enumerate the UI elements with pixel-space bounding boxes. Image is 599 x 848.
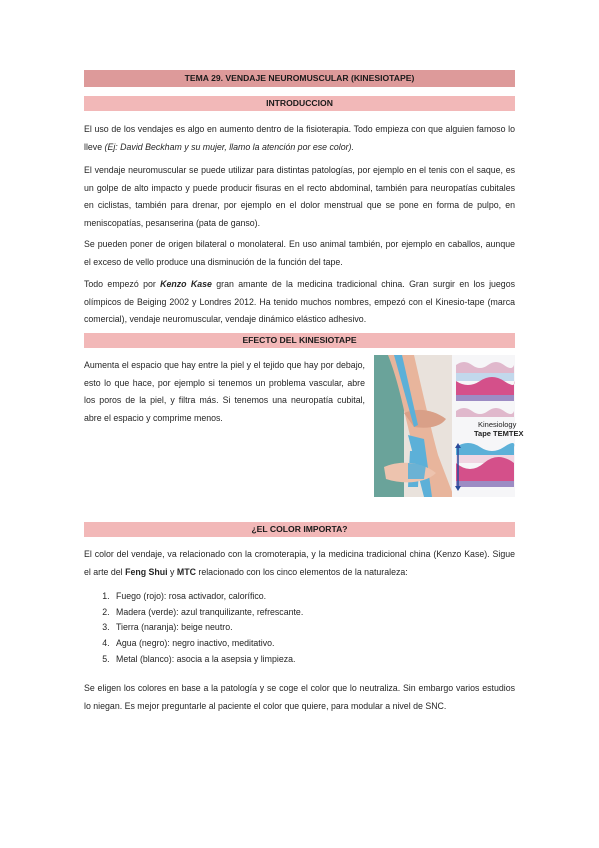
section-title-introduccion: INTRODUCCION: [84, 96, 515, 111]
list-item: 4. Agua (negro): negro inactivo, meditativo.: [112, 636, 512, 652]
color-paragraph-2: Se eligen los colores en base a la patología y se coge el color que lo neutraliza. Sin embargo varios estudios lo niegan. Es mejor preguntarle al paciente el color que quiere, para modular a nivel de SNC.: [84, 683, 515, 711]
intro-paragraph-3: Se pueden poner de origen bilateral o monolateral. En uso animal también, por ejemplo en caballos, aunque el exceso de vello produce una disminución de la función del tape.: [84, 239, 515, 267]
list-item: 5. Metal (blanco): asocia a la asepsia y limpieza.: [112, 652, 512, 668]
kinesiotape-figure: [374, 355, 524, 497]
list-item: 3. Tierra (naranja): beige neutro.: [112, 620, 512, 636]
intro-paragraph-1: El uso de los vendajes es algo en aumento dentro de la fisioterapia. Todo empieza con que alguien famoso lo lleve (Ej: David Beckham y su mujer, llamo la atención por ese color).: [84, 124, 515, 152]
page-title: TEMA 29. VENDAJE NEUROMUSCULAR (KINESIOTAPE): [84, 70, 515, 87]
intro-paragraph-4: Todo empezó por Kenzo Kase gran amante de la medicina tradicional china. Gran surgir en los juegos olímpicos de Beiging 2002 y Londres 2012. Ha tenido muchos nombres, empezó con el Kinesio-tape (marca comercial), vendaje neuromuscular, vendaje dinámico elástico adhesivo.: [84, 279, 515, 325]
intro-paragraph-2: El vendaje neuromuscular se puede utilizar para distintas patologías, por ejemplo en el tenis con el saque, es un golpe de alto impacto y puede producir fisuras en el recto abdominal, también para neuropatías cubitales en ciclistas, también para drenar, por ejemplo en el dolor menstrual que se pone en forma de pulpo, en meniscopatías, pesanserina (pata de ganso).: [84, 165, 515, 228]
list-item: 1. Fuego (rojo): rosa activador, calorífico.: [112, 589, 512, 605]
efecto-paragraph: Aumenta el espacio que hay entre la piel y el tejido que hay por debajo, esto lo que hace, por ejemplo si tenemos un problema vascular, abre los poros de la piel, y filtra más. Si tenemos una neuropatía cubital, abre el espacio y comprime menos.: [84, 360, 365, 423]
list-item: 2. Madera (verde): azul tranquilizante, refrescante.: [112, 605, 512, 621]
figure-label-line1: Kinesiology: [478, 420, 517, 429]
section-title-efecto: EFECTO DEL KINESIOTAPE: [84, 333, 515, 348]
elements-list: [84, 589, 512, 668]
color-paragraph-1: El color del vendaje, va relacionado con la cromoterapia, y la medicina tradicional china (Kenzo Kase). Sigue el arte del Feng Shui y MTC relacionado con los cinco elementos de la naturaleza:: [84, 549, 515, 577]
section-title-color: ¿EL COLOR IMPORTA?: [84, 522, 515, 537]
kinesiotape-illustration: [374, 355, 524, 497]
figure-label-line2: Tape TEMTEX: [474, 429, 524, 438]
